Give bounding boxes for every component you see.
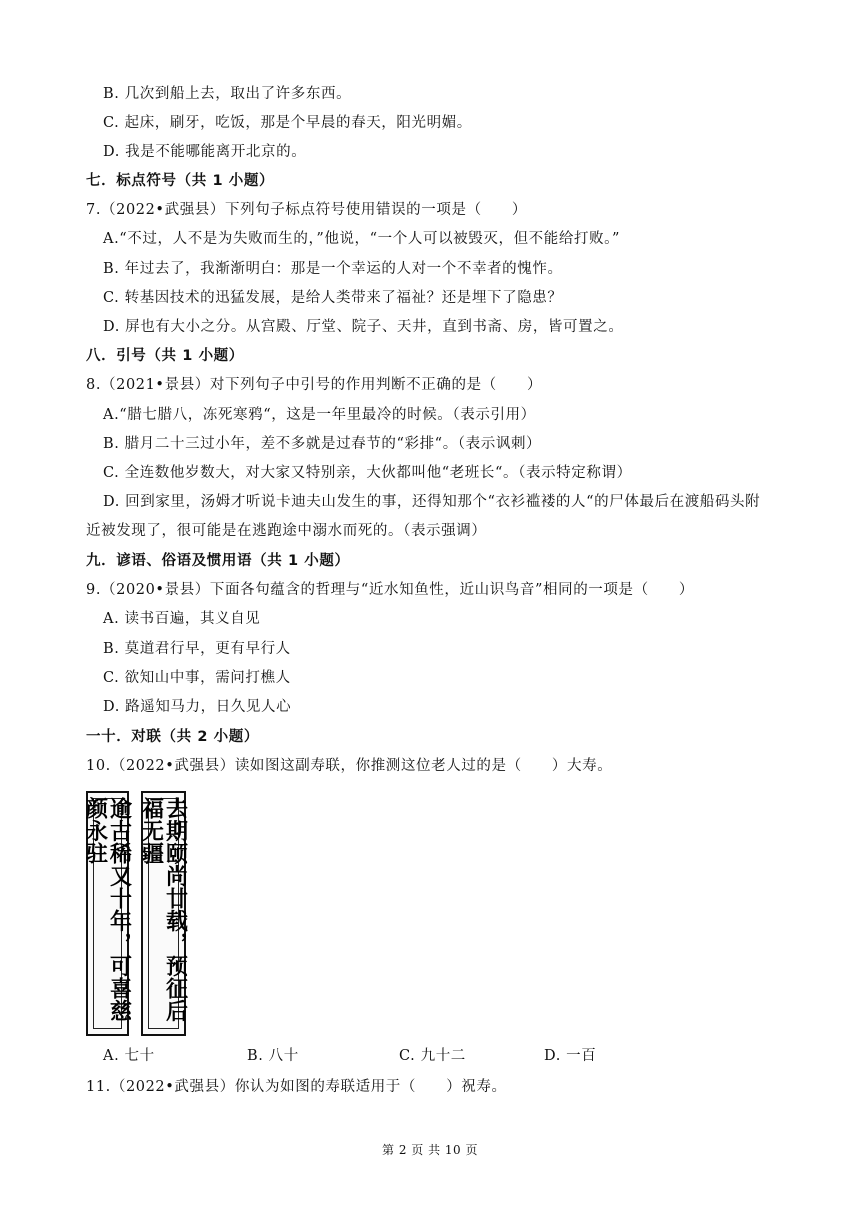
q6-option-b: B. 几次到船上去，取出了许多东西。	[103, 86, 352, 102]
q8-option-a: A.“腊七腊八，冻死寒鸦“，这是一年里最冷的时候。（表示引用）	[103, 407, 536, 423]
q8-option-d-line2: 近被发现了，很可能是在逃跑途中溺水而死的。（表示强调）	[86, 523, 487, 539]
q9-option-c: C. 欲知山中事，需问打樵人	[103, 670, 291, 686]
page-footer: 第 2 页 共 10 页	[382, 1143, 478, 1157]
q6-option-c: C. 起床，刷牙，吃饭，那是个早晨的春天，阳光明媚。	[103, 115, 472, 131]
q7-option-c: C. 转基因技术的迅猛发展，是给人类带来了福祉？还是埋下了隐患？	[103, 290, 563, 306]
q8-option-d-line1: D. 回到家里，汤姆才听说卡迪夫山发生的事，还得知那个“衣衫褴褛的人“的尸体最后在渡船码头附	[103, 494, 761, 510]
q8-option-c: C. 全连数他岁数大，对大家又特别亲，大伙都叫他“老班长“。（表示特定称谓）	[103, 465, 632, 481]
section-9-heading: 九．谚语、俗语及惯用语（共 1 小题）	[86, 553, 350, 569]
q9-option-b: B. 莫道君行早，更有早行人	[103, 641, 291, 657]
q6-option-d: D. 我是不能哪能离开北京的。	[103, 144, 307, 160]
couplet-right-scroll	[138, 791, 189, 1036]
q10-option-a: A. 七十	[103, 1048, 155, 1064]
q7-option-a: A.“不过，人不是为失败而生的，”他说，“一个人可以被毁灭，但不能给打败。”	[103, 231, 621, 247]
couplet-right-text: 去期颐尚廿载，预征后福无疆	[138, 797, 189, 1022]
q9-option-a: A. 读书百遍，其义自见	[103, 611, 261, 627]
question-7: 7.（2022•武强县）下列句子标点符号使用错误的一项是（ ）	[86, 202, 527, 218]
couplet-left-text: 逾古稀又十年，可喜慈颜永驻	[82, 797, 133, 1022]
question-10: 10.（2022•武强县）读如图这副寿联，你推测这位老人过的是（ ）大寿。	[86, 758, 613, 774]
question-8: 8.（2021•景县）对下列句子中引号的作用判断不正确的是（ ）	[86, 377, 543, 393]
section-10-heading: 一十．对联（共 2 小题）	[86, 729, 259, 745]
q8-option-b: B. 腊月二十三过小年，差不多就是过春节的“彩排“。（表示讽刺）	[103, 436, 542, 452]
section-7-heading: 七．标点符号（共 1 小题）	[86, 173, 275, 189]
q7-option-d: D. 屏也有大小之分。从宫殿、厅堂、院子、天井，直到书斋、房，皆可置之。	[103, 319, 624, 335]
question-11: 11.（2022•武强县）你认为如图的寿联适用于（ ）祝寿。	[86, 1079, 507, 1095]
couplet-left-scroll	[82, 791, 133, 1036]
q10-option-c: C. 九十二	[399, 1048, 466, 1064]
question-9: 9.（2020•景县）下面各句蕴含的哲理与“近水知鱼性，近山识鸟音”相同的一项是（ ）	[86, 582, 695, 598]
q7-option-b: B. 年过去了，我渐渐明白：那是一个幸运的人对一个不幸者的愧怍。	[103, 261, 563, 277]
section-8-heading: 八．引号（共 1 小题）	[86, 348, 244, 364]
q9-option-d: D. 路遥知马力，日久见人心	[103, 699, 292, 715]
q10-option-d: D. 一百	[544, 1048, 597, 1064]
q10-option-b: B. 八十	[247, 1048, 299, 1064]
